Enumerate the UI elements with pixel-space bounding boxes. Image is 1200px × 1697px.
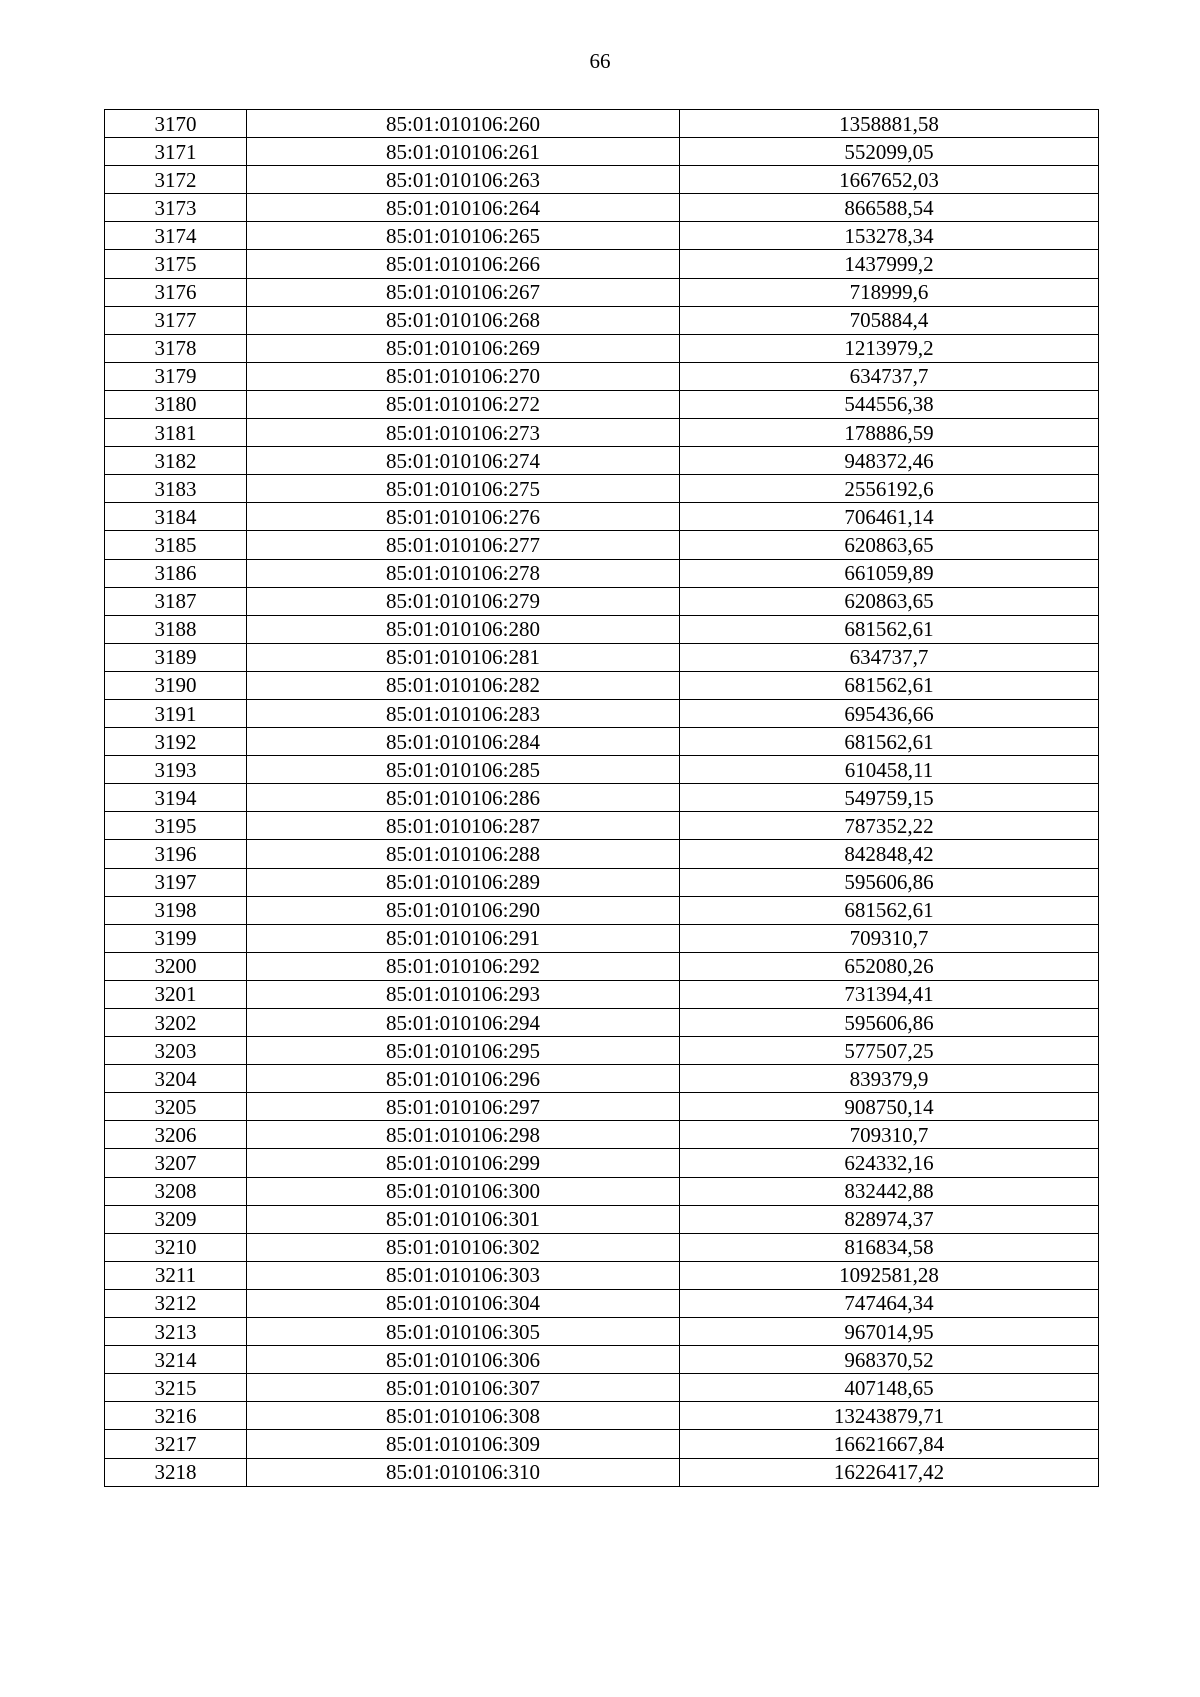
cadastral-value-cell: 681562,61 bbox=[680, 728, 1099, 756]
table-row bbox=[105, 812, 1099, 840]
cadastral-number-cell: 85:01:010106:265 bbox=[247, 222, 680, 250]
row-number-cell: 3174 bbox=[105, 222, 247, 250]
cadastral-number-cell: 85:01:010106:277 bbox=[247, 531, 680, 559]
cadastral-value-cell: 13243879,71 bbox=[680, 1402, 1099, 1430]
cadastral-value-cell: 968370,52 bbox=[680, 1346, 1099, 1374]
row-number-cell: 3179 bbox=[105, 362, 247, 390]
table-row bbox=[105, 1430, 1099, 1458]
table-row bbox=[105, 896, 1099, 924]
cadastral-value-cell: 16621667,84 bbox=[680, 1430, 1099, 1458]
cadastral-value-cell: 842848,42 bbox=[680, 840, 1099, 868]
cadastral-number-cell: 85:01:010106:304 bbox=[247, 1289, 680, 1317]
row-number-cell: 3190 bbox=[105, 671, 247, 699]
row-number-cell: 3209 bbox=[105, 1205, 247, 1233]
cadastral-value-cell: 681562,61 bbox=[680, 896, 1099, 924]
cadastral-value-cell: 705884,4 bbox=[680, 306, 1099, 334]
row-number-cell: 3189 bbox=[105, 643, 247, 671]
table-body bbox=[105, 110, 1099, 1487]
cadastral-number-cell: 85:01:010106:266 bbox=[247, 250, 680, 278]
table-row bbox=[105, 1374, 1099, 1402]
cadastral-number-cell: 85:01:010106:281 bbox=[247, 643, 680, 671]
cadastral-value-cell: 832442,88 bbox=[680, 1177, 1099, 1205]
row-number-cell: 3187 bbox=[105, 587, 247, 615]
table-row bbox=[105, 1121, 1099, 1149]
cadastral-value-table bbox=[104, 109, 1099, 1487]
table-row bbox=[105, 1037, 1099, 1065]
cadastral-value-cell: 866588,54 bbox=[680, 194, 1099, 222]
cadastral-value-cell: 552099,05 bbox=[680, 138, 1099, 166]
row-number-cell: 3173 bbox=[105, 194, 247, 222]
row-number-cell: 3214 bbox=[105, 1346, 247, 1374]
row-number-cell: 3218 bbox=[105, 1458, 247, 1486]
cadastral-value-cell: 595606,86 bbox=[680, 1009, 1099, 1037]
row-number-cell: 3197 bbox=[105, 868, 247, 896]
row-number-cell: 3199 bbox=[105, 924, 247, 952]
cadastral-number-cell: 85:01:010106:302 bbox=[247, 1233, 680, 1261]
cadastral-number-cell: 85:01:010106:301 bbox=[247, 1205, 680, 1233]
cadastral-number-cell: 85:01:010106:274 bbox=[247, 447, 680, 475]
row-number-cell: 3178 bbox=[105, 334, 247, 362]
cadastral-number-cell: 85:01:010106:287 bbox=[247, 812, 680, 840]
table-row bbox=[105, 503, 1099, 531]
table-row bbox=[105, 1402, 1099, 1430]
cadastral-number-cell: 85:01:010106:288 bbox=[247, 840, 680, 868]
row-number-cell: 3205 bbox=[105, 1093, 247, 1121]
cadastral-value-cell: 16226417,42 bbox=[680, 1458, 1099, 1486]
table-row bbox=[105, 166, 1099, 194]
cadastral-number-cell: 85:01:010106:308 bbox=[247, 1402, 680, 1430]
table-row bbox=[105, 110, 1099, 138]
table-row bbox=[105, 587, 1099, 615]
cadastral-number-cell: 85:01:010106:299 bbox=[247, 1149, 680, 1177]
cadastral-value-cell: 681562,61 bbox=[680, 615, 1099, 643]
row-number-cell: 3170 bbox=[105, 110, 247, 138]
table-row bbox=[105, 924, 1099, 952]
table-row bbox=[105, 278, 1099, 306]
row-number-cell: 3172 bbox=[105, 166, 247, 194]
table-row bbox=[105, 250, 1099, 278]
row-number-cell: 3208 bbox=[105, 1177, 247, 1205]
cadastral-value-cell: 1213979,2 bbox=[680, 334, 1099, 362]
table-row bbox=[105, 868, 1099, 896]
table-row bbox=[105, 952, 1099, 980]
table-row bbox=[105, 419, 1099, 447]
cadastral-number-cell: 85:01:010106:303 bbox=[247, 1261, 680, 1289]
table-row bbox=[105, 390, 1099, 418]
cadastral-value-cell: 828974,37 bbox=[680, 1205, 1099, 1233]
table-row bbox=[105, 1318, 1099, 1346]
row-number-cell: 3204 bbox=[105, 1065, 247, 1093]
cadastral-value-cell: 706461,14 bbox=[680, 503, 1099, 531]
row-number-cell: 3176 bbox=[105, 278, 247, 306]
row-number-cell: 3191 bbox=[105, 699, 247, 727]
row-number-cell: 3207 bbox=[105, 1149, 247, 1177]
cadastral-value-cell: 718999,6 bbox=[680, 278, 1099, 306]
cadastral-value-cell: 1358881,58 bbox=[680, 110, 1099, 138]
table-row bbox=[105, 1149, 1099, 1177]
table-row bbox=[105, 699, 1099, 727]
cadastral-number-cell: 85:01:010106:267 bbox=[247, 278, 680, 306]
cadastral-number-cell: 85:01:010106:297 bbox=[247, 1093, 680, 1121]
cadastral-number-cell: 85:01:010106:270 bbox=[247, 362, 680, 390]
table-row bbox=[105, 447, 1099, 475]
table-row bbox=[105, 1261, 1099, 1289]
cadastral-number-cell: 85:01:010106:276 bbox=[247, 503, 680, 531]
row-number-cell: 3196 bbox=[105, 840, 247, 868]
cadastral-value-cell: 153278,34 bbox=[680, 222, 1099, 250]
cadastral-value-cell: 1667652,03 bbox=[680, 166, 1099, 194]
cadastral-number-cell: 85:01:010106:291 bbox=[247, 924, 680, 952]
table-row bbox=[105, 1346, 1099, 1374]
cadastral-number-cell: 85:01:010106:278 bbox=[247, 559, 680, 587]
row-number-cell: 3200 bbox=[105, 952, 247, 980]
table-row bbox=[105, 222, 1099, 250]
cadastral-value-cell: 747464,34 bbox=[680, 1289, 1099, 1317]
cadastral-number-cell: 85:01:010106:285 bbox=[247, 756, 680, 784]
cadastral-number-cell: 85:01:010106:305 bbox=[247, 1318, 680, 1346]
row-number-cell: 3185 bbox=[105, 531, 247, 559]
cadastral-number-cell: 85:01:010106:280 bbox=[247, 615, 680, 643]
row-number-cell: 3217 bbox=[105, 1430, 247, 1458]
table-row bbox=[105, 362, 1099, 390]
row-number-cell: 3212 bbox=[105, 1289, 247, 1317]
cadastral-number-cell: 85:01:010106:306 bbox=[247, 1346, 680, 1374]
cadastral-number-cell: 85:01:010106:275 bbox=[247, 475, 680, 503]
cadastral-number-cell: 85:01:010106:290 bbox=[247, 896, 680, 924]
row-number-cell: 3206 bbox=[105, 1121, 247, 1149]
cadastral-value-cell: 595606,86 bbox=[680, 868, 1099, 896]
cadastral-number-cell: 85:01:010106:282 bbox=[247, 671, 680, 699]
cadastral-value-cell: 1437999,2 bbox=[680, 250, 1099, 278]
row-number-cell: 3184 bbox=[105, 503, 247, 531]
cadastral-value-cell: 549759,15 bbox=[680, 784, 1099, 812]
cadastral-number-cell: 85:01:010106:261 bbox=[247, 138, 680, 166]
table-row bbox=[105, 138, 1099, 166]
cadastral-number-cell: 85:01:010106:286 bbox=[247, 784, 680, 812]
cadastral-number-cell: 85:01:010106:300 bbox=[247, 1177, 680, 1205]
cadastral-number-cell: 85:01:010106:310 bbox=[247, 1458, 680, 1486]
table-row bbox=[105, 1233, 1099, 1261]
cadastral-value-cell: 624332,16 bbox=[680, 1149, 1099, 1177]
cadastral-number-cell: 85:01:010106:283 bbox=[247, 699, 680, 727]
cadastral-value-cell: 2556192,6 bbox=[680, 475, 1099, 503]
table-row bbox=[105, 306, 1099, 334]
table-row bbox=[105, 1177, 1099, 1205]
cadastral-number-cell: 85:01:010106:264 bbox=[247, 194, 680, 222]
table-row bbox=[105, 1458, 1099, 1486]
table-row bbox=[105, 980, 1099, 1008]
cadastral-number-cell: 85:01:010106:279 bbox=[247, 587, 680, 615]
cadastral-value-cell: 544556,38 bbox=[680, 390, 1099, 418]
table-row bbox=[105, 531, 1099, 559]
row-number-cell: 3194 bbox=[105, 784, 247, 812]
cadastral-value-cell: 1092581,28 bbox=[680, 1261, 1099, 1289]
cadastral-number-cell: 85:01:010106:309 bbox=[247, 1430, 680, 1458]
cadastral-value-cell: 709310,7 bbox=[680, 924, 1099, 952]
row-number-cell: 3183 bbox=[105, 475, 247, 503]
cadastral-number-cell: 85:01:010106:307 bbox=[247, 1374, 680, 1402]
cadastral-value-cell: 652080,26 bbox=[680, 952, 1099, 980]
cadastral-number-cell: 85:01:010106:268 bbox=[247, 306, 680, 334]
row-number-cell: 3195 bbox=[105, 812, 247, 840]
cadastral-value-cell: 620863,65 bbox=[680, 587, 1099, 615]
cadastral-number-cell: 85:01:010106:289 bbox=[247, 868, 680, 896]
cadastral-value-cell: 661059,89 bbox=[680, 559, 1099, 587]
row-number-cell: 3201 bbox=[105, 980, 247, 1008]
table-row bbox=[105, 559, 1099, 587]
table-row bbox=[105, 643, 1099, 671]
cadastral-value-cell: 681562,61 bbox=[680, 671, 1099, 699]
table-row bbox=[105, 1289, 1099, 1317]
cadastral-number-cell: 85:01:010106:263 bbox=[247, 166, 680, 194]
cadastral-value-cell: 967014,95 bbox=[680, 1318, 1099, 1346]
table-row bbox=[105, 1093, 1099, 1121]
cadastral-value-cell: 787352,22 bbox=[680, 812, 1099, 840]
row-number-cell: 3211 bbox=[105, 1261, 247, 1289]
cadastral-number-cell: 85:01:010106:284 bbox=[247, 728, 680, 756]
table-row bbox=[105, 1065, 1099, 1093]
cadastral-value-cell: 948372,46 bbox=[680, 447, 1099, 475]
row-number-cell: 3215 bbox=[105, 1374, 247, 1402]
cadastral-number-cell: 85:01:010106:269 bbox=[247, 334, 680, 362]
table-row bbox=[105, 671, 1099, 699]
cadastral-number-cell: 85:01:010106:293 bbox=[247, 980, 680, 1008]
row-number-cell: 3171 bbox=[105, 138, 247, 166]
table-row bbox=[105, 728, 1099, 756]
cadastral-number-cell: 85:01:010106:296 bbox=[247, 1065, 680, 1093]
table-row bbox=[105, 1205, 1099, 1233]
table-row bbox=[105, 840, 1099, 868]
row-number-cell: 3188 bbox=[105, 615, 247, 643]
cadastral-number-cell: 85:01:010106:294 bbox=[247, 1009, 680, 1037]
cadastral-number-cell: 85:01:010106:295 bbox=[247, 1037, 680, 1065]
row-number-cell: 3216 bbox=[105, 1402, 247, 1430]
cadastral-value-cell: 695436,66 bbox=[680, 699, 1099, 727]
row-number-cell: 3186 bbox=[105, 559, 247, 587]
cadastral-value-cell: 816834,58 bbox=[680, 1233, 1099, 1261]
cadastral-value-cell: 610458,11 bbox=[680, 756, 1099, 784]
cadastral-number-cell: 85:01:010106:273 bbox=[247, 419, 680, 447]
row-number-cell: 3213 bbox=[105, 1318, 247, 1346]
row-number-cell: 3210 bbox=[105, 1233, 247, 1261]
table-row bbox=[105, 475, 1099, 503]
row-number-cell: 3203 bbox=[105, 1037, 247, 1065]
row-number-cell: 3177 bbox=[105, 306, 247, 334]
page-number: 66 bbox=[589, 49, 611, 73]
cadastral-number-cell: 85:01:010106:292 bbox=[247, 952, 680, 980]
cadastral-number-cell: 85:01:010106:298 bbox=[247, 1121, 680, 1149]
row-number-cell: 3192 bbox=[105, 728, 247, 756]
row-number-cell: 3193 bbox=[105, 756, 247, 784]
row-number-cell: 3180 bbox=[105, 390, 247, 418]
cadastral-value-cell: 620863,65 bbox=[680, 531, 1099, 559]
table-row bbox=[105, 334, 1099, 362]
row-number-cell: 3181 bbox=[105, 419, 247, 447]
table-row bbox=[105, 756, 1099, 784]
cadastral-value-cell: 731394,41 bbox=[680, 980, 1099, 1008]
cadastral-value-cell: 908750,14 bbox=[680, 1093, 1099, 1121]
row-number-cell: 3175 bbox=[105, 250, 247, 278]
cadastral-value-cell: 709310,7 bbox=[680, 1121, 1099, 1149]
table-row bbox=[105, 1009, 1099, 1037]
table-row bbox=[105, 194, 1099, 222]
cadastral-value-cell: 634737,7 bbox=[680, 362, 1099, 390]
cadastral-value-cell: 407148,65 bbox=[680, 1374, 1099, 1402]
row-number-cell: 3198 bbox=[105, 896, 247, 924]
row-number-cell: 3202 bbox=[105, 1009, 247, 1037]
row-number-cell: 3182 bbox=[105, 447, 247, 475]
cadastral-value-cell: 634737,7 bbox=[680, 643, 1099, 671]
cadastral-number-cell: 85:01:010106:272 bbox=[247, 390, 680, 418]
cadastral-value-cell: 577507,25 bbox=[680, 1037, 1099, 1065]
cadastral-value-cell: 178886,59 bbox=[680, 419, 1099, 447]
cadastral-number-cell: 85:01:010106:260 bbox=[247, 110, 680, 138]
table-row bbox=[105, 615, 1099, 643]
table-row bbox=[105, 784, 1099, 812]
cadastral-value-cell: 839379,9 bbox=[680, 1065, 1099, 1093]
